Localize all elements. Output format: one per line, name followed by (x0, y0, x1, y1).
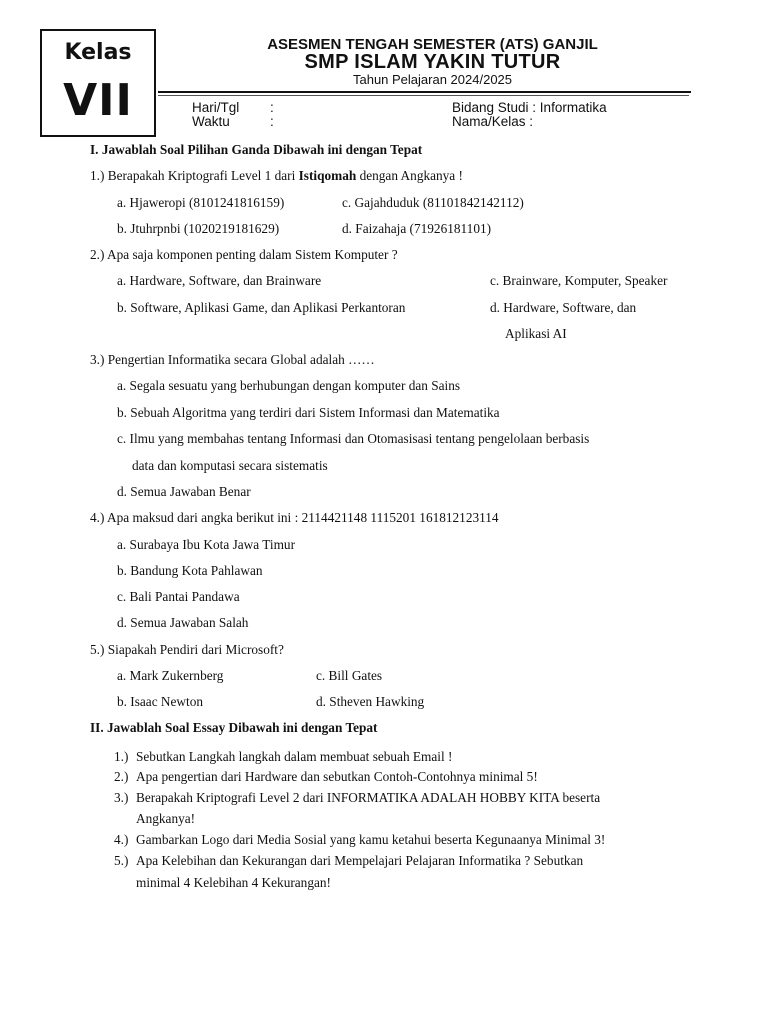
academic-year: Tahun Pelajaran 2024/2025 (352, 72, 513, 87)
question-1-text-end: dengan Angkanya ! (356, 168, 463, 183)
q1-option-b: b. Jtuhrpnbi (1020219181629) (117, 221, 280, 236)
day-date-colon: : (270, 100, 274, 115)
q4-option-c: c. Bali Pantai Pandawa (117, 589, 240, 604)
question-1-keyword: Istiqomah (298, 168, 357, 183)
q3-option-d: d. Semua Jawaban Benar (117, 484, 251, 499)
class-grade: VII (63, 75, 133, 126)
q2-option-a: a. Hardware, Software, dan Brainware (117, 273, 322, 288)
q5-option-c: c. Bill Gates (316, 668, 383, 683)
q2-option-d: d. Hardware, Software, dan (490, 300, 637, 315)
q1-option-c: c. Gajahduduk (81101842142112) (342, 195, 524, 210)
header-divider (158, 91, 691, 93)
name-class-field: Nama/Kelas : (452, 114, 534, 129)
subject-field: Bidang Studi : Informatika (452, 100, 607, 115)
essay-3-text-cont: Angkanya! (136, 811, 196, 826)
essay-3-text: Berapakah Kriptografi Level 2 dari INFORMATIKA ADALAH HOBBY KITA beserta (136, 790, 601, 805)
essay-4-text: Gambarkan Logo dari Media Sosial yang kamu ketahui beserta Kegunaanya Minimal 3! (136, 832, 606, 847)
q3-option-b: b. Sebuah Algoritma yang terdiri dari Sistem Informasi dan Matematika (117, 405, 500, 420)
question-3: 3.) Pengertian Informatika secara Global adalah …… (90, 352, 375, 367)
question-2: 2.) Apa saja komponen penting dalam Sistem Komputer ? (90, 247, 398, 262)
q4-option-a: a. Surabaya Ibu Kota Jawa Timur (117, 537, 296, 552)
q3-option-c: c. Ilmu yang membahas tentang Informasi dan Otomasisasi tentang pengelolaan berbasis (117, 431, 590, 446)
class-box (40, 29, 156, 137)
q5-option-b: b. Isaac Newton (117, 694, 204, 709)
exam-title: ASESMEN TENGAH SEMESTER (ATS) GANJIL (267, 36, 598, 53)
day-date-label: Hari/Tgl (192, 100, 240, 115)
q1-option-a: a. Hjaweropi (8101241816159) (117, 195, 285, 210)
essay-2-number: 2.) (114, 769, 129, 784)
essay-5-text: Apa Kelebihan dan Kekurangan dari Mempelajari Pelajaran Informatika ? Sebutkan (136, 853, 584, 868)
q3-option-c-cont: data dan komputasi secara sistematis (132, 458, 328, 473)
question-1-text-start: 1.) Berapakah Kriptografi Level 1 dari (90, 168, 299, 183)
q2-option-d-cont: Aplikasi AI (505, 326, 567, 341)
question-4: 4.) Apa maksud dari angka berikut ini : 2114421148 1115201 161812123114 (90, 510, 499, 525)
q2-option-c: c. Brainware, Komputer, Speaker (490, 273, 668, 288)
essay-2-text: Apa pengertian dari Hardware dan sebutkan Contoh-Contohnya minimal 5! (136, 769, 538, 784)
q4-option-b: b. Bandung Kota Pahlawan (117, 563, 263, 578)
question-5: 5.) Siapakah Pendiri dari Microsoft? (90, 642, 284, 657)
q5-option-a: a. Mark Zukernberg (117, 668, 224, 683)
essay-1-number: 1.) (114, 749, 129, 764)
section-2-title: II. Jawablah Soal Essay Dibawah ini dengan Tepat (90, 720, 378, 735)
class-label: Kelas (64, 40, 132, 65)
header-divider-thin (158, 95, 689, 96)
question-1 (90, 168, 463, 184)
q4-option-d: d. Semua Jawaban Salah (117, 615, 249, 630)
time-colon: : (270, 114, 274, 129)
essay-3-number: 3.) (114, 790, 129, 805)
essay-5-text-cont: minimal 4 Kelebihan 4 Kekurangan! (136, 875, 331, 890)
school-name: SMP ISLAM YAKIN TUTUR (304, 51, 561, 73)
essay-1-text: Sebutkan Langkah langkah dalam membuat sebuah Email ! (136, 749, 453, 764)
q3-option-a: a. Segala sesuatu yang berhubungan dengan komputer dan Sains (117, 378, 461, 393)
q5-option-d: d. Stheven Hawking (316, 694, 425, 709)
time-label: Waktu (192, 114, 230, 129)
q2-option-b: b. Software, Aplikasi Game, dan Aplikasi Perkantoran (117, 300, 406, 315)
q1-option-d: d. Faizahaja (71926181101) (342, 221, 492, 236)
section-1-title: I. Jawablah Soal Pilihan Ganda Dibawah ini dengan Tepat (90, 142, 423, 157)
essay-5-number: 5.) (114, 853, 129, 868)
essay-4-number: 4.) (114, 832, 129, 847)
